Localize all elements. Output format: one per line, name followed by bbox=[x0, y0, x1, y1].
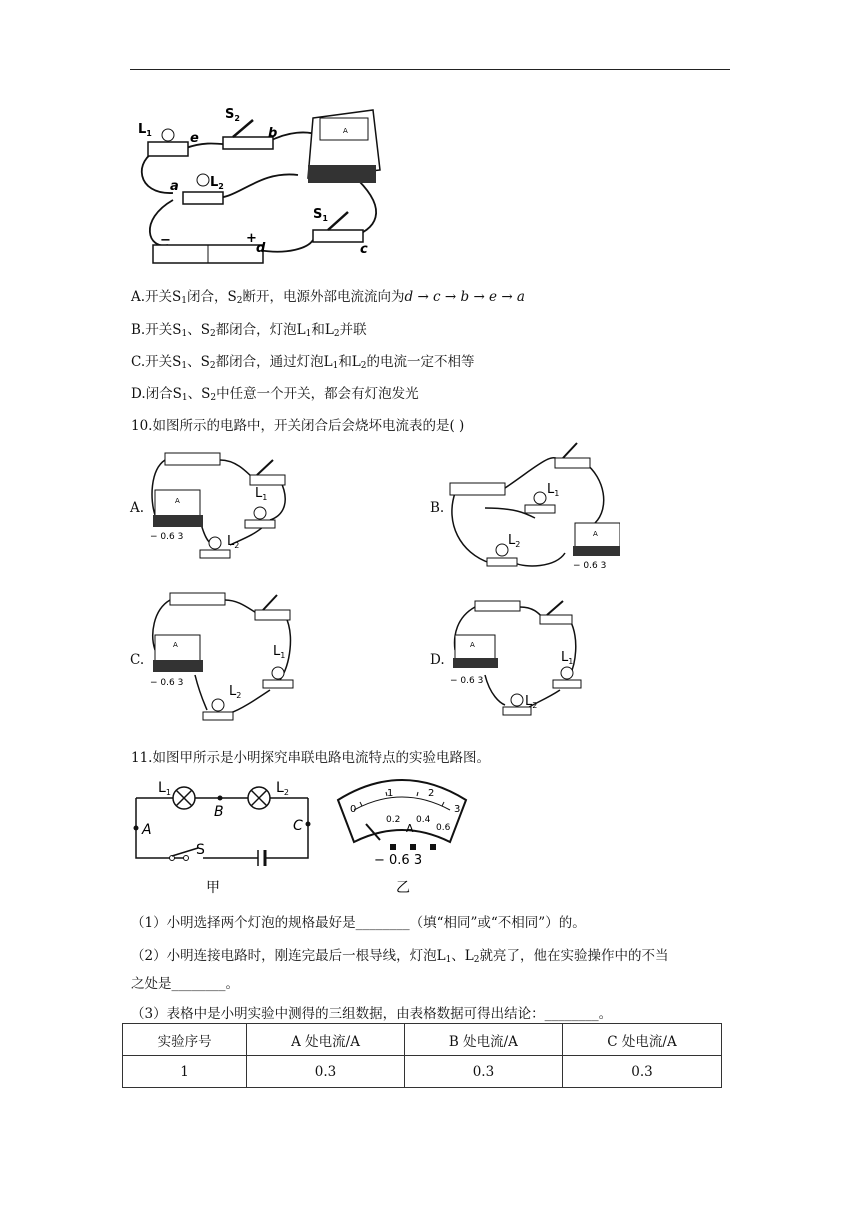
svg-text:0: 0 bbox=[350, 804, 357, 815]
meter-label: A bbox=[593, 530, 598, 538]
ammeter-icon bbox=[308, 110, 380, 183]
svg-text:0.6: 0.6 bbox=[436, 823, 451, 833]
svg-text:S1: $S_1$ bbox=[313, 207, 328, 223]
q9-circuit-figure bbox=[128, 100, 388, 270]
table-header: B 处电流/A bbox=[404, 1024, 562, 1056]
svg-text:3: 3 bbox=[454, 804, 461, 815]
svg-text:L2: $L_2$ bbox=[276, 780, 289, 797]
table-header-row bbox=[123, 1024, 722, 1056]
q10-choice-c-figure bbox=[145, 585, 300, 725]
meter-label: A bbox=[470, 641, 475, 649]
caption-yi: 乙 bbox=[396, 880, 410, 896]
svg-text:0.4: 0.4 bbox=[416, 815, 431, 825]
l1-base bbox=[148, 142, 188, 156]
table-header: A 处电流/A bbox=[247, 1024, 405, 1056]
meter-scale: − 0.6 3 bbox=[450, 676, 484, 686]
switch-s-icon bbox=[170, 848, 199, 861]
label-a: a bbox=[170, 179, 179, 194]
s1-switch-icon bbox=[328, 212, 348, 230]
q11-sub1: （1）小明选择两个灯泡的规格最好是________（填“相同”或“不相同”）的。 bbox=[131, 915, 586, 931]
label-l1: L bbox=[158, 780, 166, 796]
table-row bbox=[123, 1056, 722, 1088]
label-l1: L bbox=[138, 122, 147, 137]
label-a: A bbox=[142, 822, 152, 838]
meter-scale: − 0.6 3 bbox=[150, 678, 184, 688]
q11-data-table bbox=[122, 1023, 722, 1088]
table-header: 实验序号 bbox=[123, 1024, 247, 1056]
caption-jia: 甲 bbox=[206, 880, 220, 896]
label-c: C bbox=[293, 818, 303, 834]
table-cell: 0.3 bbox=[247, 1056, 405, 1088]
q10-stem: 10.如图所示的电路中，开关闭合后会烧坏电流表的是( ) bbox=[131, 418, 465, 434]
header-rule bbox=[130, 69, 730, 70]
svg-text:L2: $L_2$ bbox=[227, 534, 240, 550]
meter-scale: − 0.6 3 bbox=[150, 532, 184, 542]
svg-text:L2: $L_2$ bbox=[210, 175, 224, 191]
label-l2: L bbox=[276, 780, 284, 796]
svg-text:L1: $L_1$ bbox=[138, 122, 152, 138]
label-c: c bbox=[360, 242, 368, 257]
dial-unit: A bbox=[406, 822, 414, 835]
q11-sub2: （2）小明连接电路时，刚连完最后一根导线，灯泡$L_1$、$L_2$就亮了，他在实验操作中的不当 bbox=[131, 948, 669, 965]
svg-text:L1: $L_1$ bbox=[561, 650, 574, 666]
svg-text:L1: $L_1$ bbox=[273, 644, 286, 660]
svg-text:0.2: 0.2 bbox=[386, 815, 401, 825]
label-s2: S bbox=[225, 107, 235, 122]
q9-option-d: D.闭合$S_1$、$S_2$中任意一个开关，都会有灯泡发光 bbox=[131, 386, 419, 403]
lamp-l1-icon bbox=[173, 787, 195, 809]
label-e: e bbox=[190, 131, 199, 146]
table-cell: 0.3 bbox=[562, 1056, 721, 1088]
q10-choice-a-figure bbox=[145, 445, 295, 570]
svg-text:1: 1 bbox=[387, 788, 394, 799]
label-d: d bbox=[256, 241, 266, 256]
svg-text:S2: $S_2$ bbox=[225, 107, 240, 123]
table-cell: 0.3 bbox=[404, 1056, 562, 1088]
svg-text:L2: $L_2$ bbox=[508, 533, 521, 549]
q11-sub3: （3）表格中是小明实验中测得的三组数据，由表格数据可得出结论：________。 bbox=[131, 1006, 613, 1022]
q9-option-b: B.开关$S_1$、$S_2$都闭合，灯泡$L_1$和$L_2$并联 bbox=[131, 322, 367, 339]
table-header: C 处电流/A bbox=[562, 1024, 721, 1056]
label-b: B bbox=[214, 804, 224, 820]
q10-choice-b-letter: B. bbox=[430, 500, 445, 516]
ammeter-label: A bbox=[343, 127, 348, 135]
svg-text:L2: $L_2$ bbox=[525, 694, 538, 710]
q10-choice-a-letter: A. bbox=[130, 500, 145, 516]
q11-fig-jia bbox=[128, 778, 318, 898]
q9-option-c: C.开关$S_1$、$S_2$都闭合，通过灯泡$L_1$和$L_2$的电流一定不相等 bbox=[131, 354, 475, 371]
q11-fig-yi bbox=[332, 770, 472, 900]
label-l2: L bbox=[210, 175, 219, 190]
q10-choice-c-letter: C. bbox=[130, 652, 145, 668]
q11-stem: 11.如图甲所示是小明探究串联电路电流特点的实验电路图。 bbox=[131, 750, 490, 766]
l2-bulb-icon bbox=[197, 174, 209, 186]
q9-option-a: A.开关$S_1$闭合，$S_2$断开，电源外部电流流向为d → c → b → e → a bbox=[131, 289, 525, 306]
meter-scale: − 0.6 3 bbox=[573, 561, 607, 571]
label-s: S bbox=[196, 842, 205, 858]
l1-bulb-icon bbox=[162, 129, 174, 141]
meter-label: A bbox=[173, 641, 178, 649]
q10-choice-d-figure bbox=[445, 595, 585, 725]
label-b: b bbox=[268, 126, 278, 141]
svg-text:L1: $L_1$ bbox=[255, 486, 268, 502]
lamp-l2-icon bbox=[248, 787, 270, 809]
svg-text:L1: $L_1$ bbox=[158, 780, 171, 797]
label-minus: − bbox=[160, 233, 171, 248]
q10-choice-b-figure bbox=[445, 438, 620, 573]
q10-choice-d-letter: D. bbox=[430, 652, 445, 668]
meter-label: A bbox=[175, 497, 180, 505]
svg-text:2: 2 bbox=[428, 788, 435, 799]
dial-terminals: − 0.6 3 bbox=[374, 853, 423, 868]
svg-text:L1: $L_1$ bbox=[547, 482, 560, 498]
svg-text:L2: $L_2$ bbox=[229, 684, 242, 700]
q11-sub2-cont: 之处是________。 bbox=[131, 976, 239, 992]
label-plus: + bbox=[246, 231, 257, 246]
table-cell: 1 bbox=[123, 1056, 247, 1088]
label-s1: S bbox=[313, 207, 323, 222]
